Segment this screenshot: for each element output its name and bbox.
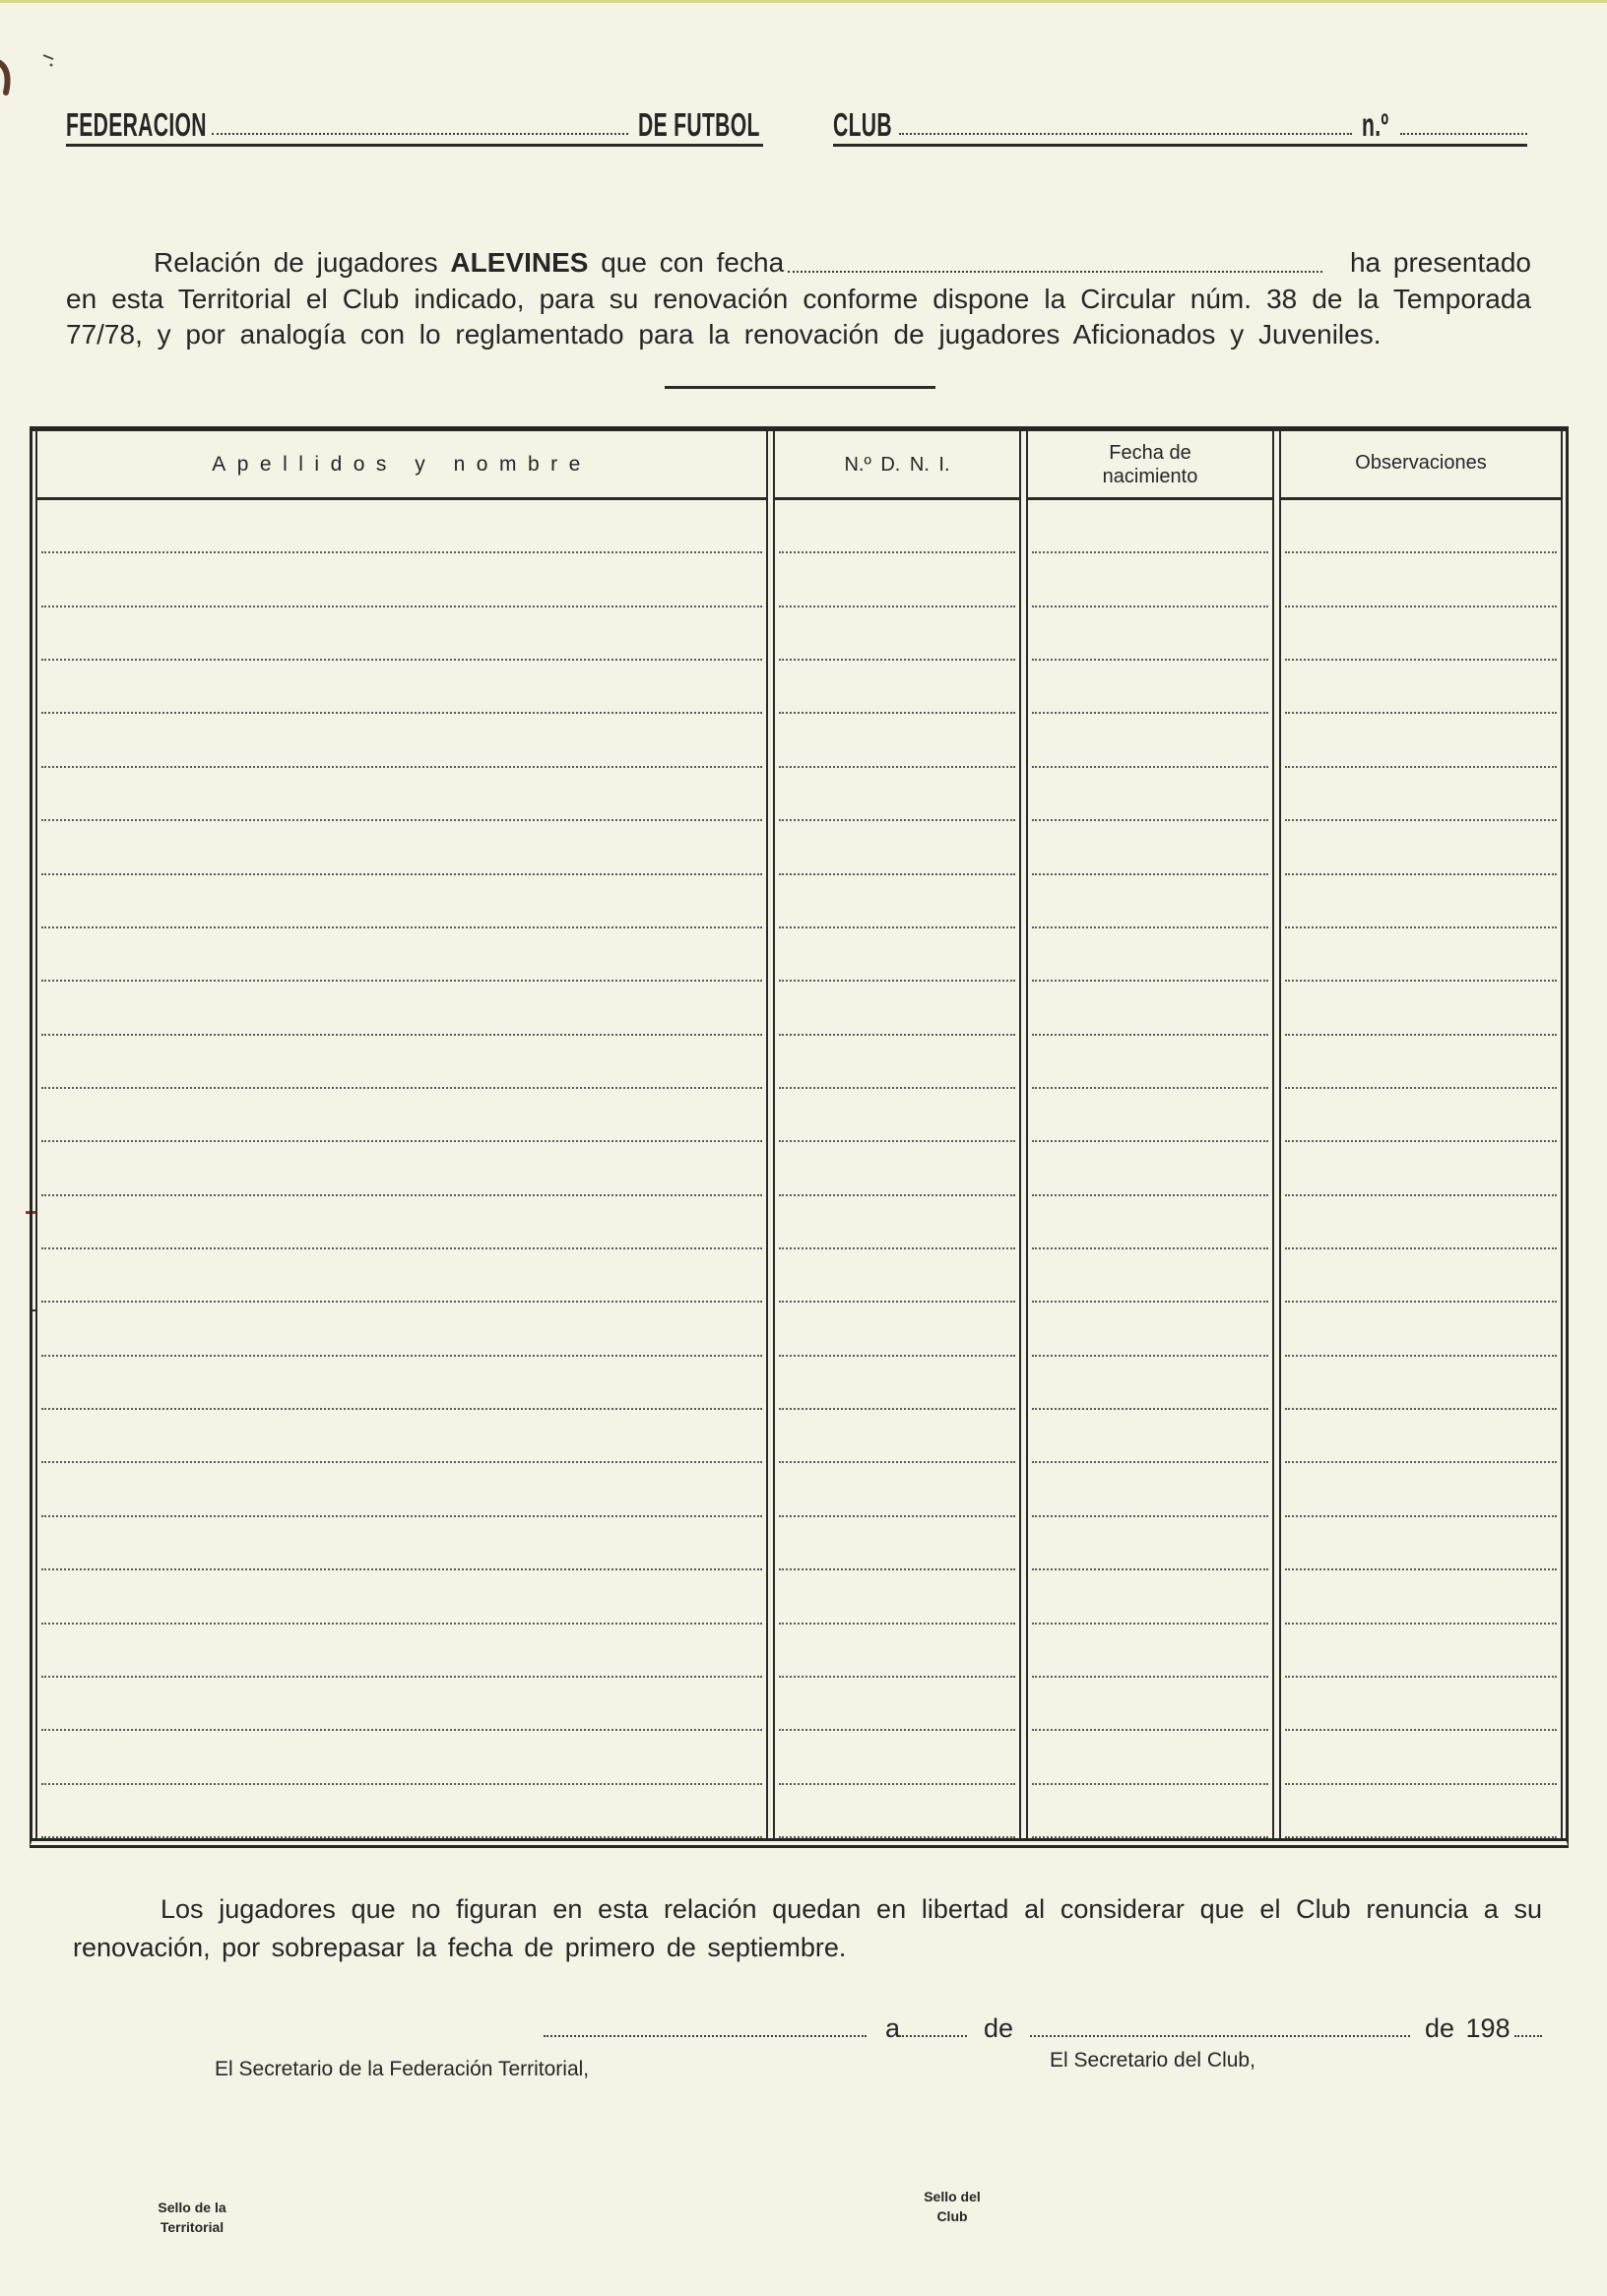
table-row bbox=[1285, 768, 1557, 821]
table-row bbox=[1285, 661, 1557, 714]
header-underline-right bbox=[833, 144, 1527, 147]
table-row bbox=[1285, 928, 1557, 982]
table-row bbox=[41, 1410, 762, 1463]
table-row bbox=[1032, 875, 1268, 928]
table-row bbox=[1285, 607, 1557, 661]
number-fill-line bbox=[1400, 133, 1527, 135]
table-row bbox=[41, 1731, 762, 1784]
table-row bbox=[41, 553, 762, 606]
club-stamp-label bbox=[903, 2187, 1001, 2226]
table-row bbox=[41, 768, 762, 821]
table-row bbox=[1285, 1249, 1557, 1303]
column-body bbox=[37, 500, 766, 1838]
table-row bbox=[779, 1303, 1015, 1356]
column-header-label: Apellidos y nombre bbox=[212, 452, 592, 476]
year-fill-line bbox=[1514, 2035, 1542, 2037]
year-label: de 198 bbox=[1425, 2013, 1511, 2043]
players-table bbox=[30, 426, 1569, 1848]
table-row bbox=[1032, 768, 1268, 821]
table-row bbox=[41, 821, 762, 874]
date-a-label: a bbox=[885, 2013, 901, 2043]
column-notes bbox=[1279, 431, 1563, 1838]
column-body bbox=[775, 500, 1019, 1838]
table-row bbox=[1032, 1570, 1268, 1624]
table-row bbox=[779, 1678, 1015, 1731]
table-row bbox=[779, 1036, 1015, 1089]
table-row bbox=[1285, 553, 1557, 606]
table-row bbox=[1032, 928, 1268, 982]
table-row bbox=[1032, 1142, 1268, 1195]
column-header-label: N.º D. N. I. bbox=[844, 453, 950, 476]
table-row bbox=[41, 1357, 762, 1410]
column-body bbox=[1281, 500, 1561, 1838]
header-underline-left bbox=[66, 144, 763, 147]
club-fill-line bbox=[899, 133, 1352, 135]
table-row bbox=[1285, 1731, 1557, 1784]
table-row bbox=[779, 1625, 1015, 1678]
table-row bbox=[1032, 1357, 1268, 1410]
federacion-label: FEDERACION bbox=[66, 106, 207, 143]
table-row bbox=[1032, 1625, 1268, 1678]
date-de-label: de bbox=[984, 2013, 1014, 2043]
stamp-text: Sello de la bbox=[158, 2200, 226, 2215]
table-row bbox=[1032, 1785, 1268, 1838]
column-name bbox=[35, 431, 768, 1838]
table-row bbox=[779, 1570, 1015, 1624]
table-row bbox=[41, 1196, 762, 1249]
table-row bbox=[41, 661, 762, 714]
date-fill-line bbox=[788, 271, 1322, 273]
table-row bbox=[41, 1303, 762, 1356]
table-row bbox=[1032, 500, 1268, 553]
column-birth-date bbox=[1026, 431, 1274, 1838]
table-row bbox=[779, 1517, 1015, 1570]
table-row bbox=[41, 1036, 762, 1089]
table-row bbox=[779, 607, 1015, 661]
table-row bbox=[41, 1142, 762, 1195]
table-row bbox=[1032, 1678, 1268, 1731]
table-row bbox=[1032, 1731, 1268, 1784]
column-header-label: nacimiento bbox=[1102, 465, 1198, 487]
table-row bbox=[1032, 1249, 1268, 1303]
table-row bbox=[779, 1731, 1015, 1784]
table-row bbox=[779, 500, 1015, 553]
table-row bbox=[1032, 1036, 1268, 1089]
table-row bbox=[1032, 661, 1268, 714]
table-row bbox=[1285, 1785, 1557, 1838]
paper-top-edge bbox=[0, 0, 1607, 3]
table-row bbox=[1285, 714, 1557, 767]
table-row bbox=[1032, 1410, 1268, 1463]
table-row bbox=[1285, 1303, 1557, 1356]
table-row bbox=[41, 1678, 762, 1731]
table-row bbox=[779, 1463, 1015, 1516]
table-row bbox=[1032, 1196, 1268, 1249]
table-row bbox=[1032, 714, 1268, 767]
table-row bbox=[1285, 875, 1557, 928]
table-row bbox=[779, 1357, 1015, 1410]
stamp-text: Club bbox=[936, 2208, 968, 2224]
table-row bbox=[1285, 1142, 1557, 1195]
table-row bbox=[1032, 982, 1268, 1035]
federation-secretary-signature: El Secretario de la Federación Territorial, bbox=[215, 2058, 590, 2080]
intro-line-1 bbox=[154, 245, 843, 281]
table-row bbox=[1285, 982, 1557, 1035]
column-body bbox=[1028, 500, 1272, 1838]
closing-line-1: Los jugadores que no figuran en esta relación quedan en libertad al considerar que el Club renuncia a su bbox=[161, 1894, 1542, 1924]
place-fill-line bbox=[544, 2035, 867, 2037]
table-row bbox=[1032, 1303, 1268, 1356]
table-row bbox=[779, 768, 1015, 821]
table-row bbox=[41, 714, 762, 767]
table-row bbox=[1032, 1463, 1268, 1516]
table-row bbox=[779, 1196, 1015, 1249]
month-fill-line bbox=[1030, 2035, 1410, 2037]
column-header bbox=[1028, 431, 1272, 500]
table-row bbox=[41, 1463, 762, 1516]
number-label: n.º bbox=[1362, 106, 1389, 143]
table-row bbox=[41, 875, 762, 928]
table-row bbox=[41, 982, 762, 1035]
table-row bbox=[41, 1570, 762, 1624]
column-header-label: Observaciones bbox=[1355, 452, 1487, 474]
intro-text: Relación de jugadores bbox=[154, 247, 451, 278]
intro-line-2: en esta Territorial el Club indicado, para su renovación conforme dispone la Circular núm. 38 de la Temporada bbox=[66, 284, 1531, 314]
table-row bbox=[1285, 1196, 1557, 1249]
territorial-stamp-label bbox=[143, 2198, 241, 2237]
table-row bbox=[1285, 500, 1557, 553]
table-row bbox=[1032, 607, 1268, 661]
table-row bbox=[779, 875, 1015, 928]
table-row bbox=[1285, 821, 1557, 874]
table-row bbox=[779, 661, 1015, 714]
table-row bbox=[41, 1625, 762, 1678]
table-row bbox=[1285, 1357, 1557, 1410]
scan-mark bbox=[0, 51, 59, 100]
table-row bbox=[41, 1517, 762, 1570]
table-row bbox=[779, 928, 1015, 982]
table-row bbox=[41, 1089, 762, 1142]
table-row bbox=[1032, 553, 1268, 606]
stamp-text: Territorial bbox=[160, 2219, 225, 2235]
club-secretary-signature: El Secretario del Club, bbox=[1050, 2049, 1255, 2072]
table-row bbox=[1285, 1678, 1557, 1731]
table-row bbox=[41, 928, 762, 982]
table-row bbox=[41, 500, 762, 553]
table-row bbox=[1285, 1036, 1557, 1089]
table-row bbox=[779, 1410, 1015, 1463]
stamp-text: Sello del bbox=[924, 2189, 981, 2204]
table-row bbox=[779, 553, 1015, 606]
column-dni bbox=[773, 431, 1021, 1838]
table-row bbox=[41, 607, 762, 661]
column-header bbox=[775, 431, 1019, 500]
category-label: ALEVINES bbox=[450, 247, 589, 278]
closing-line-2: renovación, por sobrepasar la fecha de primero de septiembre. bbox=[73, 1933, 847, 1962]
table-row bbox=[1285, 1517, 1557, 1570]
table-row bbox=[41, 1249, 762, 1303]
intro-text: que con fecha bbox=[588, 247, 785, 278]
de-futbol-label: DE FUTBOL bbox=[638, 106, 760, 143]
column-header bbox=[37, 431, 766, 500]
intro-line-3: 77/78, y por analogía con lo reglamentado para la renovación de jugadores Aficionados y Juveniles. bbox=[66, 319, 1382, 350]
table-row bbox=[779, 1249, 1015, 1303]
table-row bbox=[1032, 821, 1268, 874]
column-header bbox=[1281, 431, 1561, 500]
column-header-label: Fecha de bbox=[1109, 441, 1191, 464]
table-row bbox=[779, 982, 1015, 1035]
table-row bbox=[779, 821, 1015, 874]
intro-line-1-end: ha presentado bbox=[1349, 247, 1531, 278]
table-row bbox=[1032, 1517, 1268, 1570]
club-label: CLUB bbox=[833, 106, 892, 143]
table-row bbox=[1285, 1089, 1557, 1142]
table-row bbox=[1285, 1625, 1557, 1678]
table-row bbox=[779, 1089, 1015, 1142]
table-row bbox=[41, 1785, 762, 1838]
table-row bbox=[779, 1142, 1015, 1195]
table-row bbox=[1285, 1570, 1557, 1624]
table-row bbox=[1285, 1410, 1557, 1463]
section-divider bbox=[665, 386, 935, 389]
table-row bbox=[1285, 1463, 1557, 1516]
table-row bbox=[1032, 1089, 1268, 1142]
table-row bbox=[779, 714, 1015, 767]
day-fill-line bbox=[899, 2035, 967, 2037]
table-row bbox=[779, 1785, 1015, 1838]
federacion-fill-line bbox=[212, 133, 628, 135]
